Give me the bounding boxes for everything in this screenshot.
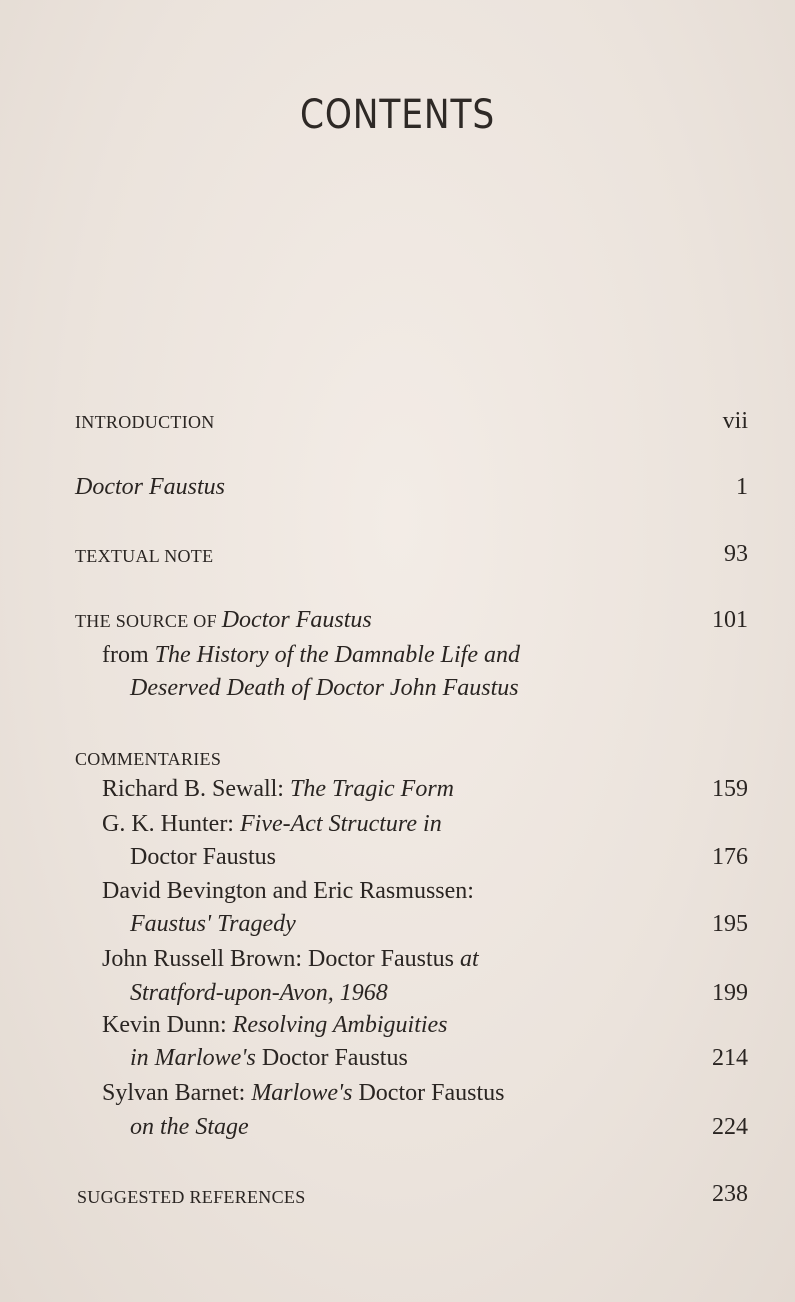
toc-page-number: 1 xyxy=(736,474,748,500)
toc-label: SUGGESTED REFERENCES xyxy=(77,1187,306,1207)
toc-page-number: 224 xyxy=(712,1114,748,1140)
section-label: COMMENTARIES xyxy=(75,749,222,769)
toc-page-number: 195 xyxy=(712,911,748,937)
toc-label: TEXTUAL NOTE xyxy=(75,546,214,566)
toc-page-number: 101 xyxy=(712,607,748,633)
toc-page-number: vii xyxy=(722,408,748,434)
toc-page-number: 93 xyxy=(724,541,748,567)
page-title: CONTENTS xyxy=(299,92,496,138)
toc-label: INTRODUCTION xyxy=(75,412,215,432)
toc-page-number: 159 xyxy=(712,776,748,802)
toc-label: THE SOURCE OF Doctor Faustus xyxy=(75,607,372,633)
contents-page: CONTENTS INTRODUCTION vii Doctor Faustus 1 TEXTUAL NOTE 93 THE SOURCE OF Doctor Faustus 101 from The History of the Damnable Life and Deserved Death of Doctor John Faustus COMMENTARIES Richard B. Sewall: The Tragic Form 159 G. K. Hunter: Five-Act Structure in Doctor Faustus 176 David Bevington and Eric Rasmussen: Faustus' Tragedy 195 John Russell Brown: Doctor Faustus at Stratford-upon-Avon, 1968 199 Kevin Dunn: Resolving Ambiguities in Marlowe's Doctor Faustus 214 Sylvan Barnet: Marlowe's Doctor Faustus on the Stage 224 SUGGESTED REFERENCES 238 xyxy=(0,0,795,1302)
toc-page-number: 176 xyxy=(712,844,748,870)
toc-label: Doctor Faustus xyxy=(75,474,225,500)
toc-page-number: 214 xyxy=(712,1045,748,1071)
toc-page-number: 199 xyxy=(712,980,748,1006)
toc-page-number: 238 xyxy=(712,1181,748,1207)
